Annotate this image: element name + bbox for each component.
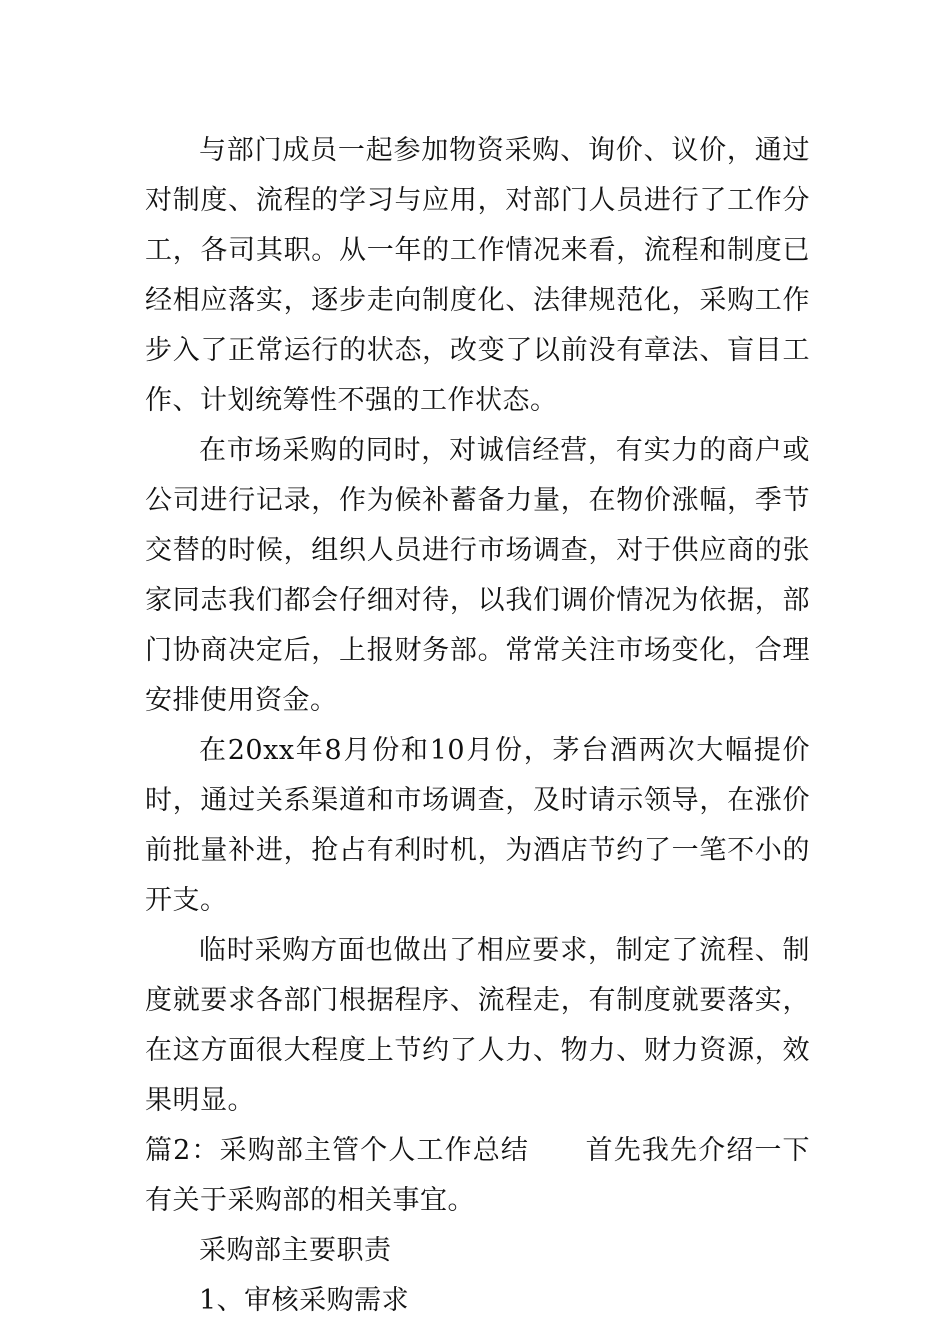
paragraph-procurement-process: 与部门成员一起参加物资采购、询价、议价，通过对制度、流程的学习与应用，对部门人员进行了工作分工，各司其职。从一年的工作情况来看，流程和制度已经相应落实，逐步走向制度化、法律规范化，采购工作步入了正常运行的状态，改变了以前没有章法、盲目工作、计划统筹性不强的工作状态。 xyxy=(145,135,810,416)
subheading-responsibilities: 采购部主要职责 xyxy=(199,1235,392,1266)
section-header-line xyxy=(145,1126,810,1226)
section-title: 篇2：采购部主管个人工作总结 xyxy=(145,1135,529,1166)
document-body xyxy=(145,126,810,1326)
paragraph-maotai-price: 在20xx年8月份和10月份，茅台酒两次大幅提价时，通过关系渠道和市场调查，及时请示领导，在涨价前批量补进，抢占有利时机，为酒店节约了一笔不小的开支。 xyxy=(145,735,810,916)
section-intro: 首先我先介绍一下有关于采购部的相关事宜。 xyxy=(145,1135,810,1216)
list-item-review-demand: 1、审核采购需求 xyxy=(199,1285,410,1316)
paragraph-market-purchasing: 在市场采购的同时，对诚信经营，有实力的商户或公司进行记录，作为候补蓄备力量，在物价涨幅，季节交替的时候，组织人员进行市场调查，对于供应商的张家同志我们都会仔细对待，以我们调价情况为依据，部门协商决定后，上报财务部。常常关注市场变化，合理安排使用资金。 xyxy=(145,435,810,716)
paragraph-temporary-purchasing: 临时采购方面也做出了相应要求，制定了流程、制度就要求各部门根据程序、流程走，有制度就要落实，在这方面很大程度上节约了人力、物力、财力资源，效果明显。 xyxy=(145,935,810,1116)
